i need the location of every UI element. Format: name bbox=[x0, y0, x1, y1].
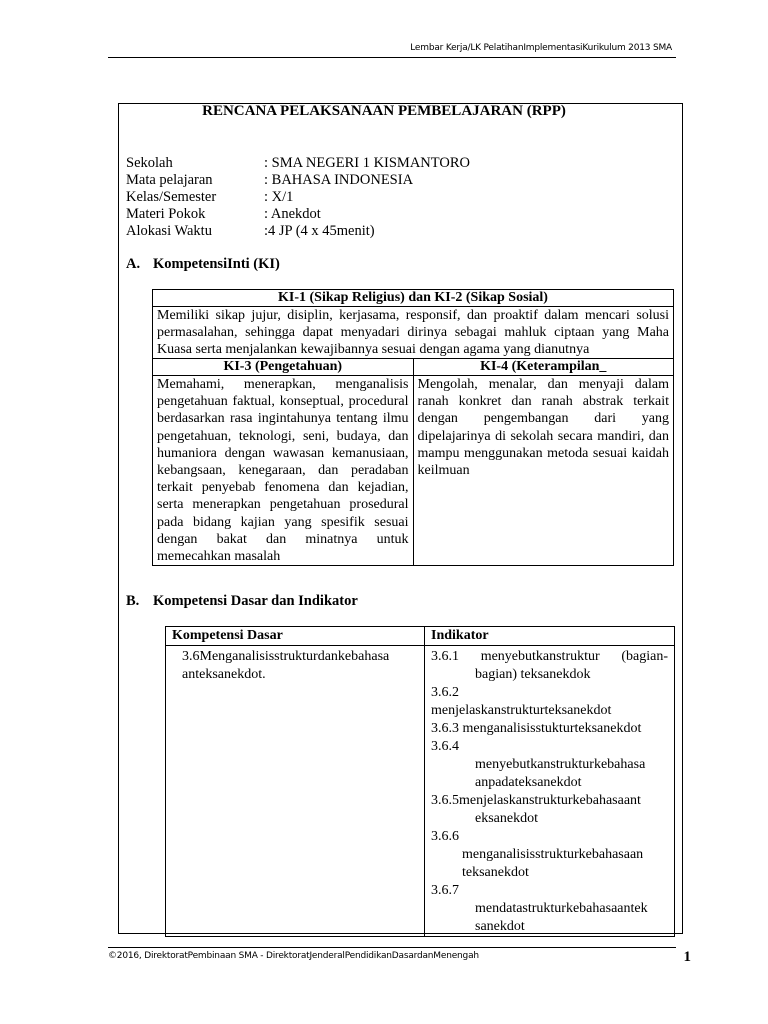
footer-rule bbox=[108, 947, 676, 948]
section-letter: B. bbox=[126, 593, 140, 609]
indicator-line: menjelaskanstrukturteksanekdot bbox=[431, 703, 612, 718]
indicator-line: menyebutkanstrukturkebahasa bbox=[475, 757, 646, 772]
info-row-sekolah bbox=[126, 155, 470, 172]
footer-text: ©2016, DirektoratPembinaan SMA - DirektoratJenderalPendidikanDasardanMenengah bbox=[108, 951, 479, 961]
identity-block bbox=[126, 155, 470, 240]
indicator-line: 3.6.3 menganalisisstukturteksanekdot bbox=[431, 721, 642, 736]
info-value: :4 JP (4 x 45menit) bbox=[264, 223, 375, 239]
indicator-line: menganalisisstrukturkebahasaan bbox=[462, 847, 644, 862]
section-b-heading bbox=[126, 593, 358, 610]
document-title: RENCANA PELAKSANAAN PEMBELAJARAN (RPP) bbox=[202, 103, 566, 119]
indicator-header: Indikator bbox=[425, 627, 675, 646]
info-row-alokasi-waktu bbox=[126, 223, 470, 240]
info-label: Kelas/Semester bbox=[126, 189, 217, 205]
section-letter: A. bbox=[126, 256, 141, 272]
info-label: Materi Pokok bbox=[126, 206, 206, 222]
info-value: : BAHASA INDONESIA bbox=[264, 172, 414, 188]
indicator-line: eksanekdot bbox=[475, 811, 538, 826]
indicator-line: 3.6.5menjelaskanstrukturkebahasaant bbox=[431, 793, 641, 808]
indicator-line: bagian) teksanekdok bbox=[475, 667, 591, 682]
kd-text-line: 3.6Menganalisisstrukturdankebahasa bbox=[182, 649, 390, 664]
info-value: : SMA NEGERI 1 KISMANTORO bbox=[264, 155, 470, 171]
kd-indicator-table bbox=[165, 626, 675, 937]
ki-4-text: Mengolah, menalar, dan menyaji dalam ranah konkret dan ranah abstrak terkait dengan pengembangan dari yang dipelajarinya di sekolah secara mandiri, dan mampu menggunakan metoda sesuai kaidah keilmuan bbox=[413, 376, 674, 566]
indicator-line: teksanekdot bbox=[462, 865, 529, 880]
info-value: : X/1 bbox=[264, 189, 294, 205]
header-rule bbox=[108, 57, 676, 58]
kd-cell bbox=[166, 646, 425, 937]
ki-1-2-text: Memiliki sikap jujur, disiplin, kerjasama, responsif, dan proaktif dalam mencari solusi permasalahan, sehingga dapat menyadari dirinya sebagai mahluk ciptaan yang Maha Kuasa serta menjalankan kewajibannya sesuai dengan agama yang dianutnya bbox=[153, 307, 674, 359]
ki-4-header: KI-4 (Keterampilan_ bbox=[413, 359, 674, 376]
info-label: Mata pelajaran bbox=[126, 172, 213, 188]
section-a-heading bbox=[126, 256, 280, 273]
section-title: Kompetensi Dasar dan Indikator bbox=[153, 593, 358, 609]
indicator-line: 3.6.2 bbox=[431, 685, 459, 700]
indicator-line: 3.6.4 bbox=[431, 739, 459, 754]
info-row-mata-pelajaran bbox=[126, 172, 470, 189]
indicator-cell bbox=[425, 646, 675, 937]
kd-header: Kompetensi Dasar bbox=[166, 627, 425, 646]
info-label: Alokasi Waktu bbox=[126, 223, 212, 239]
ki-3-header: KI-3 (Pengetahuan) bbox=[153, 359, 414, 376]
page-header-text: Lembar Kerja/LK PelatihanImplementasiKurikulum 2013 SMA bbox=[410, 43, 672, 53]
indicator-line: anpadateksanekdot bbox=[475, 775, 582, 790]
indicator-line: sanekdot bbox=[475, 919, 525, 934]
indicator-list bbox=[431, 648, 668, 936]
page-number: 1 bbox=[683, 949, 691, 965]
ki-3-text: Memahami, menerapkan, menganalisis pengetahuan faktual, konseptual, procedural berdasarkan rasa ingintahunya tentang ilmu pengetahuan, teknologi, seni, budaya, dan humaniora dengan wawasan kemanusiaan, kebangsaan, kenegaraan, dan peradaban terkait penyebab fenomena dan kejadian, serta menerapkan pengetahuan prosedural pada bidang kajian yang spesifik sesuai dengan bakat dan minatnya untuk memecahkan masalah bbox=[153, 376, 414, 566]
info-label: Sekolah bbox=[126, 155, 173, 171]
ki-table bbox=[152, 289, 674, 566]
kd-text-line: anteksanekdot. bbox=[182, 667, 266, 682]
indicator-line: 3.6.6 bbox=[431, 829, 459, 844]
section-title: KompetensiInti (KI) bbox=[153, 256, 280, 272]
info-row-materi-pokok bbox=[126, 206, 470, 223]
indicator-line: mendatastrukturkebahasaantek bbox=[475, 901, 648, 916]
indicator-line: 3.6.1 menyebutkanstruktur (bagian- bbox=[431, 649, 668, 664]
info-row-kelas-semester bbox=[126, 189, 470, 206]
ki-1-2-header: KI-1 (Sikap Religius) dan KI-2 (Sikap Sosial) bbox=[153, 290, 674, 307]
info-value: : Anekdot bbox=[264, 206, 321, 222]
indicator-line: 3.6.7 bbox=[431, 883, 459, 898]
